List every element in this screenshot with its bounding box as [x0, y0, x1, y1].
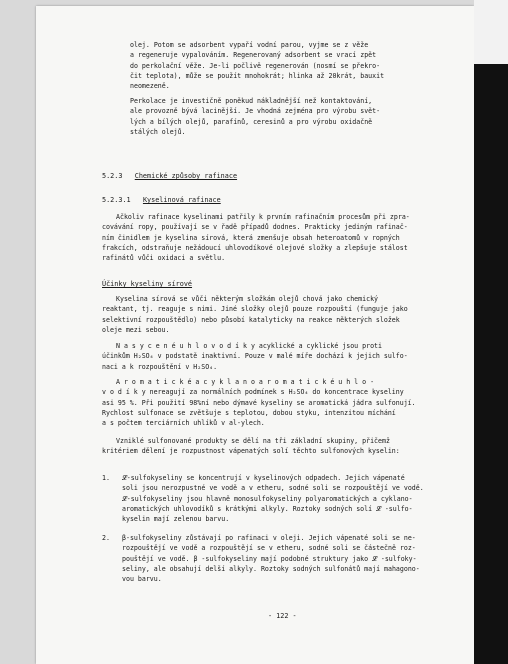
top-paragraph	[130, 40, 384, 91]
list-item-2	[102, 533, 420, 584]
text-line: rozpouštějí ve vodě a rozpouštějí se v etheru, sodné soli se částečně roz-	[122, 544, 416, 553]
vzniknle-paragraph	[102, 436, 400, 457]
text-line: stálých olejů.	[130, 127, 186, 136]
text-line: rafinátů vůči oxidaci a světlu.	[102, 254, 226, 263]
text-line: Rychlost sulfonace se zvětšuje s teplotou, dobou styku, intenzitou míchání	[102, 408, 396, 417]
text-line: reaktant, tj. reaguje s nimi. Jiné složky olejů pouze rozpouští (funguje jako	[102, 305, 408, 314]
scan-edge-shadow	[474, 0, 508, 664]
text-line: A r o m a t i c k é a c y k l a n o a r o m a t i c k é u h l o -	[116, 378, 375, 386]
text-line: selektivní rozpouštědlo) nebo působí katalyticky na reakce některých složek	[102, 315, 400, 324]
text-line: Perkolace je investičně poněkud nákladnější než kontaktování,	[130, 97, 373, 105]
list-item-1	[102, 473, 424, 524]
text-line: olej. Potom se adsorbent vypaří vodní parou, vyjme se z věže	[130, 41, 369, 49]
text-line: β-sulfokyseliny zůstávají po rafinaci v oleji. Jejich vápenaté soli se ne-	[122, 534, 416, 542]
text-line: frakcích, odstraňuje nežádoucí uhlovodíkové olejové složky a zlepšuje stálost	[102, 243, 408, 252]
text-line: oleje mezi sebou.	[102, 325, 170, 334]
text-line: a s počtem terciárních uhlíků v al-ylech.	[102, 419, 265, 428]
text-line: soli jsou nerozpustné ve vodě a v etheru, sodné soli se rozpouštějí ve vodě.	[122, 484, 424, 493]
text-line: lých a bílých olejů, parafínů, ceresinů a pro výrobu oxidačně	[130, 117, 373, 126]
section-title: Kyselinová rafinace	[142, 196, 221, 204]
aromaticke-paragraph	[102, 377, 416, 428]
section-number: 5.2.3	[102, 172, 123, 180]
text-line: účinkům H₂SO₄ v podstatě inaktivní. Pouze v malé míře dochází k jejich sulfo-	[102, 352, 408, 361]
section-heading-5231	[102, 196, 221, 204]
text-line: seliny, ale obsahují delší alkyly. Roztoky sodných sulfonátů mají mahagono-	[122, 564, 420, 573]
page-number: - 122 -	[268, 612, 297, 620]
text-line: pouštějí ve vodě. β -sulfokyseliny mají podobné struktury jako 𝓛 -sulfoky-	[122, 554, 417, 563]
text-line: aromatických uhlovodíků s krátkými alkyly. Roztoky sodných solí 𝓛 -sulfo-	[122, 504, 413, 513]
text-line: covávání ropy, používají se v řadě případů dodnes. Prakticky jediným rafinač-	[102, 223, 408, 232]
perkolace-paragraph	[130, 96, 380, 137]
text-line: 𝓛-sulfokyseliny se koncentrují v kyselinových odpadech. Jejich vápenaté	[122, 474, 405, 482]
text-line: ním činidlem je kyselina sírová, která zmenšuje obsah heteroatomů v ropných	[102, 233, 400, 242]
text-line: v o d í k y nereagují za normálních podmínek s H₂SO₄ do koncentrace kyseliny	[102, 388, 404, 397]
text-line: kyselin mají zelenou barvu.	[122, 515, 230, 524]
text-line: Vzniklé sulfonované produkty se dělí na tři základní skupiny, přičemž	[116, 437, 390, 445]
text-line: neomezeně.	[130, 82, 170, 91]
text-line: kritériem dělení je rozpustnost vápenatých solí těchto sulfonových kyselin:	[102, 447, 400, 456]
intro-paragraph	[102, 212, 410, 263]
text-line: do perkolační věže. Je-li počlivě regenerován (nosmí se překro-	[130, 61, 381, 70]
text-line: N a s y c e n é u h l o v o d í k y acyklické a cyklické jsou proti	[116, 342, 382, 350]
section-title: Chemické způsoby rafinace	[134, 172, 238, 180]
scan-edge-highlight	[474, 0, 508, 64]
text-line: Ačkoliv rafinace kyselinami patřily k prvním rafinačním procesům při zpra-	[116, 213, 410, 221]
section-number: 5.2.3.1	[102, 196, 131, 204]
text-line: vou barvu.	[122, 575, 162, 584]
list-number: 1.	[102, 474, 110, 482]
text-line: asi 95 %. Při použití 98%ní nebo dýmavé kyseliny se aromatická jádra sulfonují.	[102, 398, 416, 407]
text-line: čit teplota), může se použít mnohokrát; hlinka až 20krát, bauxit	[130, 71, 385, 80]
section-heading-523	[102, 172, 237, 180]
text-line: ale provozně bývá lacinější. Je vhodná zejména pro výrobu svět-	[130, 107, 381, 116]
text-line: a regeneruje vypalováním. Regenerovaný adsorbent se vrací zpět	[130, 51, 377, 60]
text-line: 𝓛-sulfokyseliny jsou hlavně monosulfokyseliny polyaromatických a cyklano-	[122, 494, 413, 503]
ucinky-paragraph	[102, 294, 408, 335]
list-number: 2.	[102, 534, 110, 542]
text-line: Kyselina sírová se vůči některým složkám olejů chová jako chemický	[116, 295, 379, 303]
nasycene-paragraph	[102, 341, 408, 372]
text-line: naci a k rozpouštění v H₂SO₄.	[102, 362, 218, 371]
subheading-ucinky: Účinky kyseliny sírové	[102, 280, 193, 288]
